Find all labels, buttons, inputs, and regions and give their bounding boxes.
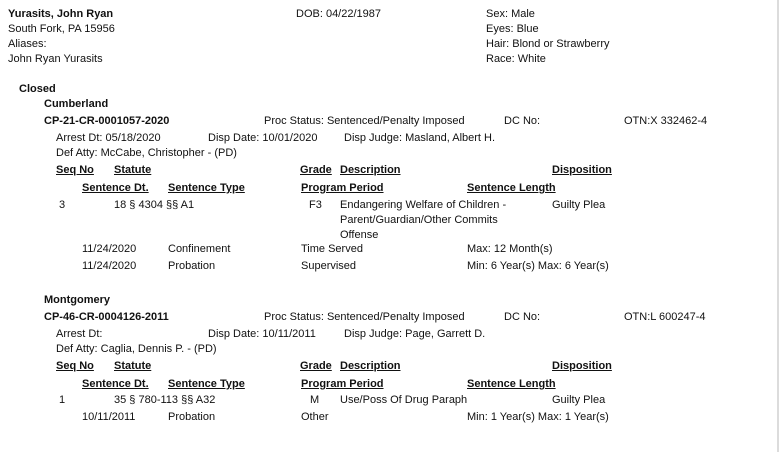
charge-grade: M: [310, 394, 320, 406]
charge-statute: 35 § 780-113 §§ A32: [114, 394, 216, 406]
proc-status: Proc Status: Sentenced/Penalty Imposed: [264, 115, 465, 127]
aliases-label: Aliases:: [8, 38, 47, 50]
sentence-program: Supervised: [301, 260, 357, 272]
dc-number: DC No:: [504, 115, 541, 127]
header-program-period: Program Period: [301, 182, 384, 194]
proc-status: Proc Status: Sentenced/Penalty Imposed: [264, 311, 465, 323]
header-seq-no: Seq No: [56, 164, 94, 176]
header-description: Description: [340, 360, 401, 372]
sentence-program: Time Served: [301, 243, 363, 255]
sex: Sex: Male: [486, 8, 535, 20]
header-grade: Grade: [300, 360, 332, 372]
header-sentence-type: Sentence Type: [168, 182, 245, 194]
sentence-date: 11/24/2020: [82, 260, 137, 272]
defendant-address: South Fork, PA 15956: [8, 23, 115, 35]
eye-color: Eyes: Blue: [486, 23, 539, 35]
sentence-length: Max: 12 Month(s): [467, 243, 553, 255]
charge-statute: 18 § 4304 §§ A1: [114, 199, 195, 211]
charge-disposition: Guilty Plea: [552, 394, 606, 406]
charge-seq-no: 1: [59, 394, 66, 406]
sentence-type: Probation: [168, 411, 216, 423]
charge-grade: F3: [309, 199, 322, 211]
header-sentence-type: Sentence Type: [168, 378, 245, 390]
docket-number: CP-46-CR-0004126-2011: [44, 311, 169, 323]
arrest-date: Arrest Dt:: [56, 328, 103, 340]
disposition-date: Disp Date: 10/01/2020: [208, 132, 318, 144]
charge-seq-no: 3: [59, 199, 66, 211]
header-statute: Statute: [114, 164, 152, 176]
disposition-judge: Disp Judge: Masland, Albert H.: [344, 132, 496, 144]
header-disposition: Disposition: [552, 360, 612, 372]
defense-attorney: Def Atty: Caglia, Dennis P. - (PD): [56, 343, 217, 355]
arrest-date: Arrest Dt: 05/18/2020: [56, 132, 161, 144]
sentence-date: 11/24/2020: [82, 243, 137, 255]
sentence-length: Min: 1 Year(s) Max: 1 Year(s): [467, 411, 609, 423]
defendant-name: Yurasits, John Ryan: [8, 8, 114, 20]
case-status-heading: Closed: [19, 83, 56, 95]
county-name: Montgomery: [44, 294, 110, 306]
hair-color: Hair: Blond or Strawberry: [486, 38, 610, 50]
sentence-length: Min: 6 Year(s) Max: 6 Year(s): [467, 260, 609, 272]
county-name: Cumberland: [44, 98, 109, 110]
otn-number: OTN:X 332462-4: [624, 115, 708, 127]
header-program-period: Program Period: [301, 378, 384, 390]
header-description: Description: [340, 164, 401, 176]
header-seq-no: Seq No: [56, 360, 94, 372]
alias-name: John Ryan Yurasits: [8, 53, 103, 65]
sentence-type: Probation: [168, 260, 216, 272]
header-sentence-date: Sentence Dt.: [82, 378, 149, 390]
disposition-date: Disp Date: 10/11/2011: [208, 328, 316, 340]
header-disposition: Disposition: [552, 164, 612, 176]
docket-number: CP-21-CR-0001057-2020: [44, 115, 170, 127]
header-statute: Statute: [114, 360, 152, 372]
sentence-type: Confinement: [168, 243, 231, 255]
sentence-date: 10/11/2011: [82, 411, 136, 423]
otn-number: OTN:L 600247-4: [624, 311, 706, 323]
date-of-birth: DOB: 04/22/1987: [296, 8, 382, 20]
dc-number: DC No:: [504, 311, 541, 323]
charge-description: Use/Poss Of Drug Paraph: [340, 394, 468, 406]
header-sentence-length: Sentence Length: [467, 182, 556, 194]
defense-attorney: Def Atty: McCabe, Christopher - (PD): [56, 147, 237, 159]
sentence-program: Other: [301, 411, 329, 423]
race: Race: White: [486, 53, 546, 65]
header-sentence-length: Sentence Length: [467, 378, 556, 390]
disposition-judge: Disp Judge: Page, Garrett D.: [344, 328, 486, 340]
charge-description: Endangering Welfare of Children - Parent/Guardian/Other Commits Offense: [340, 199, 507, 241]
charge-disposition: Guilty Plea: [552, 199, 606, 211]
header-grade: Grade: [300, 164, 332, 176]
header-sentence-date: Sentence Dt.: [82, 182, 149, 194]
